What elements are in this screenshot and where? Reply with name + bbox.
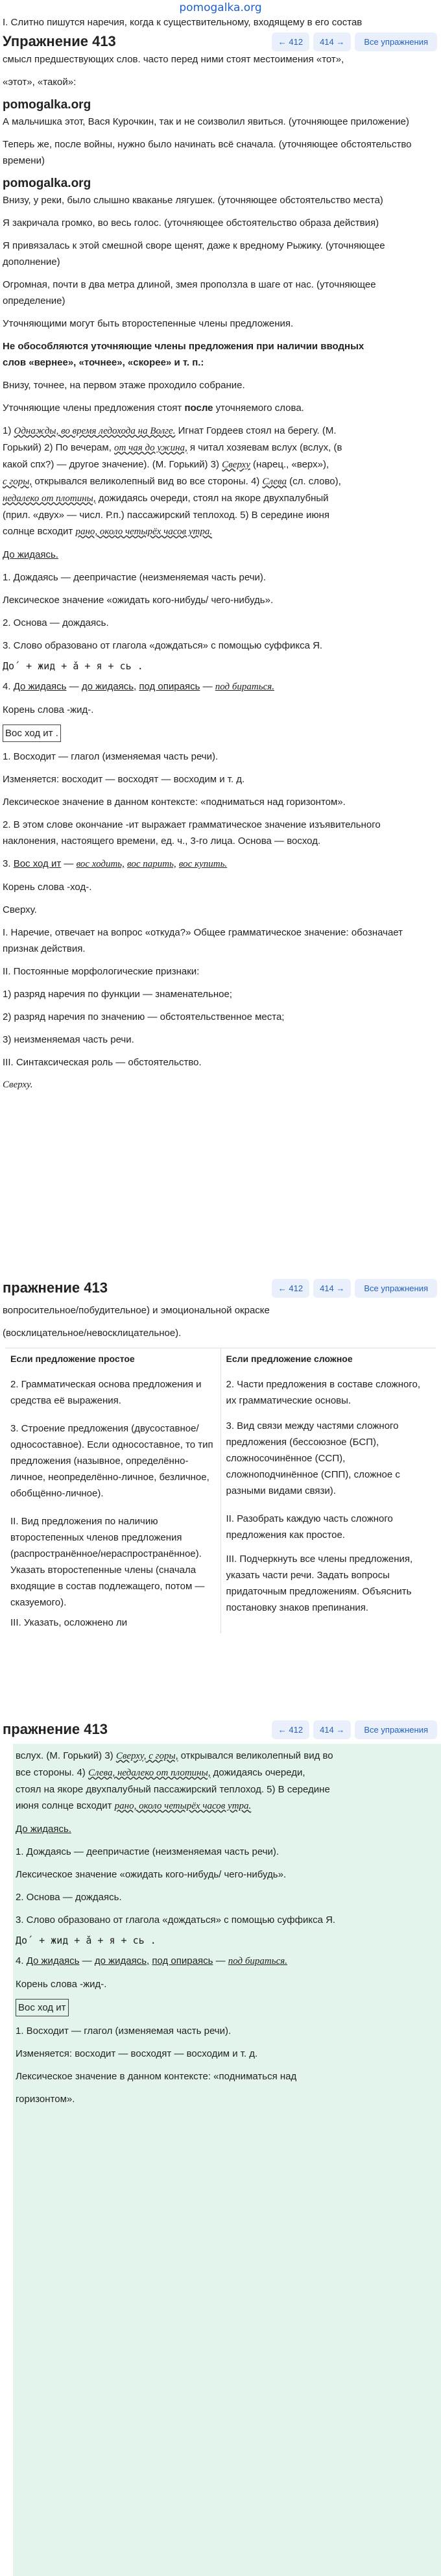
- answer-text: дожидаясь очереди, стоял на якоре двухпалубный: [95, 493, 329, 504]
- answer-text: все стороны. 4): [16, 1767, 88, 1778]
- rule-after-text: уточняемого слова.: [213, 402, 304, 414]
- analysis-line: 3. Слово образовано от глагола «дождаться» с помощью суффикса Я.: [3, 640, 323, 651]
- col-heading: Если предложение сложное: [226, 1354, 353, 1364]
- root-line: Корень слова -жид-.: [16, 1979, 107, 1990]
- example-b: Теперь же, после войны, нужно было начинать всё сначала. (уточняющее обстоятельство времени): [3, 139, 412, 166]
- all-exercises-button[interactable]: Все упражнения: [355, 1279, 437, 1298]
- word-voskhodit: [3, 724, 438, 742]
- answer-italic: с горы,: [3, 477, 32, 487]
- rule-after-text: Уточняющие члены предложения стоят: [3, 402, 185, 414]
- cognates-text: —: [213, 1955, 228, 1966]
- col-item: II. Вид предложения по наличию второстепенных членов предложения (распространённое/нераспространённое). Указать второстепенные члены (сначала входящие в состав подлежащего, потом — сказуемого).: [10, 1516, 205, 1608]
- nav-group: [272, 32, 441, 51]
- answer-text: июня солнце всходит: [16, 1800, 115, 1811]
- cognates-text: —: [66, 681, 82, 692]
- word-morph: Вос ход ит .: [3, 724, 61, 742]
- cognate-word: Вос ход ит: [13, 858, 62, 869]
- col-item: 2. Части предложения в составе сложного, их грамматические основы.: [226, 1379, 420, 1406]
- top-watermark: pomogalka.org: [179, 1, 262, 14]
- analysis-line: 2) разряд наречия по значению — обстоятельственное места;: [3, 1011, 285, 1022]
- watermark: pomogalka.org: [3, 177, 91, 190]
- answer-italic: Сверху, с горы,: [115, 1751, 178, 1761]
- cognates-line: [3, 856, 438, 873]
- col-item: 2. Грамматическая основа предложения и средства её выражения.: [10, 1379, 202, 1406]
- cognate-word: под бираться.: [215, 682, 274, 692]
- analysis-line: 1. Восходит — глагол (изменяемая часть речи).: [3, 751, 219, 762]
- exercise-section-3: [0, 1715, 441, 2576]
- example-i: Внизу, точнее, на первом этаже проходило собрание.: [3, 380, 245, 391]
- cognates-text: 3.: [3, 858, 14, 869]
- example-text: А мальчишка этот, Вася Курочкин, так и не соизволил явиться. (уточняющее приложение): [3, 116, 409, 127]
- rule-after-bold: после: [184, 402, 213, 414]
- header-bar: [0, 1274, 441, 1302]
- cognate-word: под бираться.: [228, 1956, 287, 1966]
- word-morph: До жидаясь.: [3, 549, 58, 560]
- all-exercises-button[interactable]: Все упражнения: [355, 1720, 437, 1739]
- answer-text: какой спх?) — другое значение). (М. Горький) 3): [3, 459, 222, 470]
- answer-italic: от чая до ужина,: [114, 443, 187, 453]
- cognates-text: —: [200, 681, 215, 692]
- table-intro: вопросительное/побудительное) и эмоциональной окраске: [3, 1305, 270, 1316]
- analysis-line: 1. Восходит — глагол (изменяемая часть речи).: [16, 2025, 232, 2037]
- word-dozhidayas: [16, 1821, 438, 1837]
- cognate-word: До жидаясь: [26, 1955, 80, 1966]
- header-bar: [0, 1715, 441, 1744]
- cognates-text: —: [79, 1955, 95, 1966]
- root-line: Корень слова -жид-.: [3, 704, 94, 715]
- cognates-line: [16, 1953, 438, 1970]
- next-button[interactable]: 414 →: [313, 32, 351, 51]
- rule-bold-line: Не обособляются уточняющие члены предложения при наличии вводных: [3, 341, 364, 352]
- word-dozhidayas: [3, 547, 438, 563]
- answer-text: открывался великолепный вид во: [178, 1750, 333, 1761]
- answer-line: [16, 1748, 438, 1814]
- cognate-word: До жидаясь: [13, 681, 67, 692]
- cognate-word: до жидаясь,: [94, 1955, 150, 1966]
- green-panel: [13, 1744, 441, 2576]
- example-e: Я привязалась к этой смешной своре щенят, даже к вредному Рыжику. (уточняющее дополнение): [3, 240, 385, 267]
- analysis-line: горизонтом».: [16, 2094, 75, 2105]
- nav-group: [272, 1279, 441, 1298]
- cognate-word: до жидаясь,: [81, 681, 137, 692]
- table-intro: (восклицательное/невосклицательное).: [3, 1328, 182, 1339]
- answer-text: открывался великолепный вид во все стороны. 4): [32, 476, 263, 487]
- analysis-line: Лексическое значение «ожидать кого-нибудь/ чего-нибудь».: [3, 595, 274, 606]
- analysis-line: I. Наречие, отвечает на вопрос «откуда?» Общее грамматическое значение: обозначает признак действия.: [3, 927, 403, 954]
- analysis-line: 3) неизменяемая часть речи.: [3, 1034, 134, 1045]
- col-item: III. Указать, осложнено ли: [10, 1617, 128, 1628]
- intro-line: I. Слитно пишутся наречия, когда к существительному, входящему в его состав: [3, 17, 363, 28]
- word-morph: Вос ход ит: [16, 1999, 69, 2016]
- answer-italic: Слева: [262, 477, 287, 487]
- header-bar: [0, 32, 441, 51]
- cognates-text: 4.: [3, 681, 14, 692]
- answer-text: (нарец., «верх»),: [250, 459, 329, 470]
- answer-text: 1): [3, 425, 14, 436]
- prev-button[interactable]: ← 412: [272, 1279, 309, 1298]
- root-line: Корень слова -ход-.: [3, 882, 92, 893]
- col-heading: Если предложение простое: [10, 1354, 135, 1364]
- col-item: 3. Строение предложения (двусоставное/односоставное). Если односоставное, то тип предложения (назывное, определённо-личное, неопределённо-личное, безличное, обобщённо-личное).: [10, 1423, 213, 1499]
- cognates-line: [3, 678, 438, 695]
- word-morph: До жидаясь.: [16, 1824, 71, 1835]
- next-button[interactable]: 414 →: [313, 1279, 351, 1298]
- page-title: Упражнение 413: [3, 33, 116, 49]
- analysis-line: Изменяется: восходит — восходят — восходим и т. д.: [3, 774, 245, 785]
- rule-after: [3, 400, 438, 416]
- example-text: Внизу, у реки, было слышно кваканье лягушек. (уточняющее обстоятельство места): [3, 195, 383, 206]
- answer-text: солнце всходит: [3, 526, 76, 537]
- example-d: Я закричала громко, во весь голос. (уточняющее обстоятельство образа действия): [3, 217, 379, 229]
- rule-text: Уточняющими могут быть второстепенные члены предложения.: [3, 318, 294, 329]
- cognates-text: —: [61, 858, 77, 869]
- analysis-line: 2. В этом слове окончание -ит выражает грамматическое значение изъявительного наклонения, настоящего времени, ед. ч., 3-го лица. Основа — восход.: [3, 819, 381, 847]
- rule-bold: [3, 338, 438, 371]
- all-exercises-button[interactable]: Все упражнения: [355, 32, 437, 51]
- example-f: Огромная, почти в два метра длиной, змея проползла в шаге от нас. (уточняющее определение): [3, 279, 376, 306]
- exercise-section-2: [0, 1274, 441, 1715]
- answer-text: Игнат Гордеев стоял на берегу. (М.: [175, 425, 337, 436]
- cognate-word: вос парить,: [127, 859, 176, 869]
- analysis-line: III. Синтаксическая роль — обстоятельство.: [3, 1057, 202, 1068]
- answer-italic: недалеко от плотины,: [3, 493, 96, 504]
- next-button[interactable]: 414 →: [313, 1720, 351, 1739]
- parse-table: [5, 1348, 436, 1633]
- example-c: [3, 175, 438, 208]
- analysis-line: 1. Дождаясь — деепричастие (неизменяемая часть речи).: [16, 1846, 280, 1857]
- exercise-section-1: [0, 14, 441, 1274]
- analysis-line: Лексическое значение в данном контексте: «подниматься над горизонтом».: [3, 797, 346, 808]
- analysis-line: 3. Слово образовано от глагола «дождаться» с помощью суффикса Я.: [16, 1914, 336, 1926]
- analysis-line: II. Постоянные морфологические признаки:: [3, 966, 200, 977]
- cognate-word: под опираясь: [139, 681, 200, 692]
- answer-italic: рано, около четырёх часов утра.: [114, 1801, 252, 1811]
- analysis-line: Изменяется: восходит — восходят — восходим и т. д.: [16, 2048, 258, 2059]
- fade-overlay: [0, 1688, 441, 1714]
- analysis-line: Лексическое значение в данном контексте: «подниматься над: [16, 2071, 297, 2082]
- morph-scheme: До´ + жид + ǎ + я + сь .: [16, 1935, 156, 1946]
- page-title: пражнение 413: [3, 1280, 108, 1296]
- watermark: pomogalka.org: [3, 98, 91, 112]
- cognate-word: под опираясь: [152, 1955, 213, 1966]
- complex-column: [220, 1348, 436, 1633]
- word-voskhodit: [16, 1999, 438, 2016]
- col-item: III. Подчеркнуть все члены предложения, указать части речи. Задать вопросы придаточным предложениям. Объяснить постановку знаков препинания.: [226, 1554, 413, 1613]
- analysis-line: 1) разряд наречия по функции — знаменательное;: [3, 989, 232, 1000]
- prev-button[interactable]: ← 412: [272, 1720, 309, 1739]
- answer-line: [3, 423, 438, 540]
- answer-italic: Однажды, во время ледохода на Волге.: [14, 426, 176, 436]
- cognate-word: вос купить.: [178, 859, 228, 869]
- intro-line: смысл предшествующих слов. часто перед ними стоят местоимения «тот»,: [3, 54, 344, 65]
- cognate-word: вос ходить,: [76, 859, 125, 869]
- answer-text: (прил. «двух» — числ. Р.п.) пассажирский теплоход. 5) В середине июня: [3, 510, 329, 521]
- simple-column: [5, 1348, 220, 1633]
- prev-button[interactable]: ← 412: [272, 32, 309, 51]
- col-item: II. Разобрать каждую часть сложного предложения как простое.: [226, 1513, 393, 1541]
- answer-text: Горький) 2) По вечерам,: [3, 442, 115, 453]
- answer-text: (сл. слово),: [286, 476, 341, 487]
- word-sverhu-italic: Сверху.: [3, 1080, 33, 1090]
- intro-line: «этот», «такой»:: [3, 77, 77, 88]
- morph-scheme: До´ + жид + ǎ + я + сь .: [3, 660, 143, 672]
- answer-text: стоял на якоре двухпалубный пассажирский теплоход. 5) В середине: [16, 1784, 330, 1795]
- page-title: пражнение 413: [3, 1721, 108, 1737]
- cognates-text: 4.: [16, 1955, 27, 1966]
- analysis-line: 2. Основа — дождаясь.: [3, 617, 109, 628]
- answer-italic: Слева, недалеко от плотины,: [88, 1768, 211, 1778]
- nav-group: [272, 1720, 441, 1739]
- analysis-line: 1. Дождаясь — деепричастие (неизменяемая часть речи).: [3, 572, 267, 583]
- answer-italic: Сверху: [222, 460, 250, 470]
- answer-text: я читал хозяевам вслух (вслух, (в: [187, 442, 342, 453]
- answer-text: вслух. (М. Горький) 3): [16, 1750, 116, 1761]
- analysis-line: 2. Основа — дождаясь.: [16, 1892, 122, 1903]
- answer-text: дожидаясь очереди,: [210, 1767, 305, 1778]
- example-a: [3, 97, 438, 130]
- word-sverhu: Сверху.: [3, 904, 37, 915]
- rule-bold-line: слов «вернее», «точнее», «скорее» и т. п.:: [3, 357, 204, 368]
- answer-italic: рано, около четырёх часов утра.: [75, 526, 213, 537]
- col-item: 3. Вид связи между частями сложного предложения (бессоюзное (БСП), сложносочинённое (ССП), сложноподчинённое (СПП), сложное с разными видами связи).: [226, 1420, 400, 1496]
- analysis-line: Лексическое значение «ожидать кого-нибудь/ чего-нибудь».: [16, 1869, 287, 1880]
